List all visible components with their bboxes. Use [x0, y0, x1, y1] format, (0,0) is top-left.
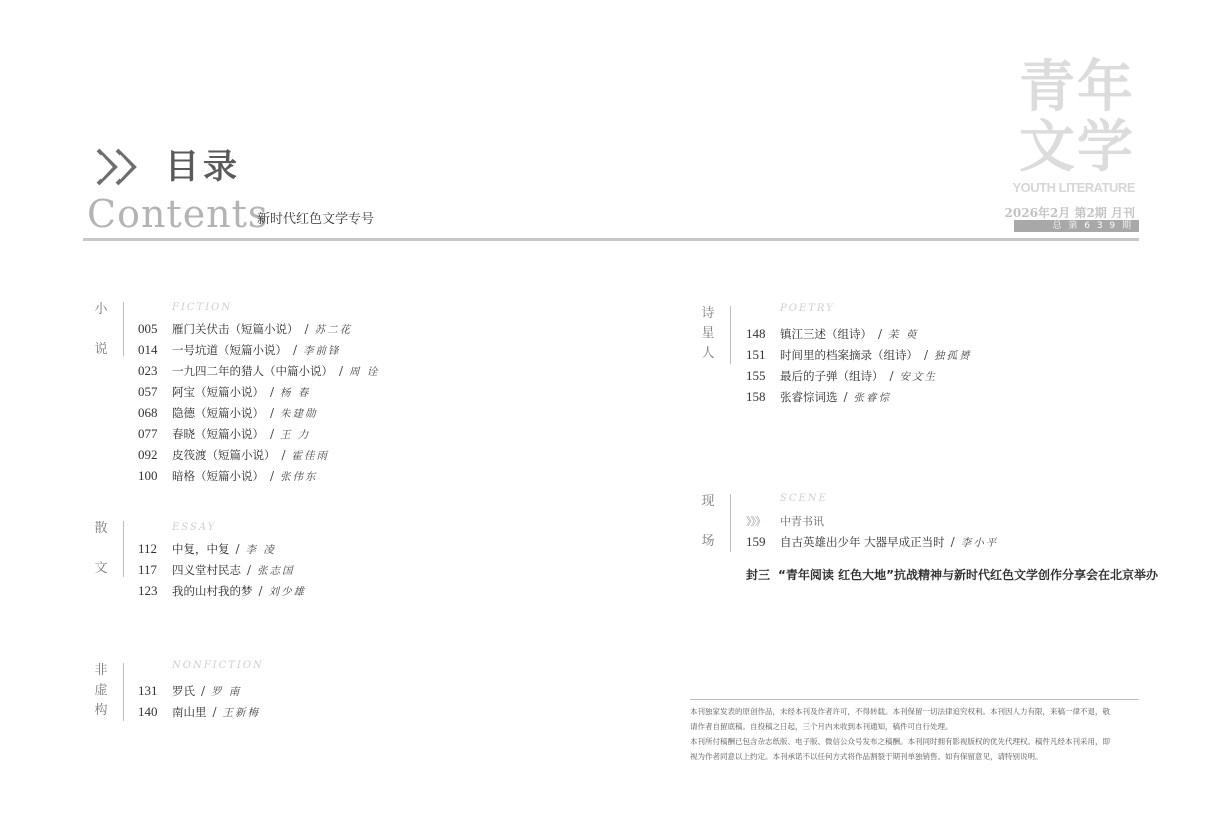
entry-author: 李 凌 [245, 544, 276, 556]
page-number: 092 [138, 447, 158, 462]
fiction-list [138, 319, 379, 487]
toc-entry[interactable]: 151 时间里的档案摘录（组诗） / 独孤赟 [746, 345, 972, 366]
toc-entry[interactable]: 155 最后的子弹（组诗） / 安文生 [746, 366, 972, 387]
toc-entry[interactable]: 077 春晓（短篇小说） / 王 力 [138, 424, 379, 445]
entry-author: 刘少雄 [268, 586, 307, 598]
entry-author: 苏二花 [314, 324, 353, 336]
entry-author: 张志国 [257, 565, 295, 577]
entry-author: 安文生 [899, 371, 938, 383]
page-number: 068 [138, 405, 158, 420]
entry-author: 王 力 [280, 429, 311, 441]
issue-date: 2026年2月 第2期 月刊 [1004, 206, 1135, 220]
notice-divider [690, 699, 1139, 700]
page-number: 158 [746, 389, 766, 404]
section-label-char: 散 [94, 521, 108, 536]
entry-title: 隐德（短篇小说） [172, 406, 264, 420]
page-title-english: Contents [87, 192, 269, 236]
section-label-nonfiction [93, 661, 109, 721]
entry-title: 四义堂村民志 [172, 563, 241, 577]
section-label-char: 现 [701, 494, 715, 509]
page-number: 148 [746, 326, 766, 341]
toc-entry[interactable]: 140 南山里 / 王新梅 [138, 702, 260, 723]
section-label-char: 构 [94, 703, 108, 718]
cover3-title: “青年阅读 红色大地”抗战精神与新时代红色文学创作分享会在北京举办 [778, 568, 1158, 582]
toc-entry[interactable]: 159 自古英雄出少年 大器早成正当时 / 李小平 [746, 532, 998, 553]
toc-entry[interactable]: 057 阿宝（短篇小说） / 杨 春 [138, 382, 379, 403]
total-issue-badge [1014, 220, 1139, 232]
page-number: 151 [746, 347, 766, 362]
toc-entry[interactable]: 148 镇江三述（组诗） / 苿 萸 [746, 324, 972, 345]
header-divider [83, 238, 1139, 241]
section-bar [123, 302, 124, 356]
double-chevron-right-icon [95, 147, 141, 187]
section-label-scene [700, 492, 716, 552]
entry-title: 张睿悰词选 [780, 390, 838, 404]
toc-entry[interactable]: 023 一九四二年的猎人（中篇小说） / 周 诠 [138, 361, 379, 382]
page-number: 140 [138, 704, 158, 719]
section-english-poetry: POETRY [780, 303, 835, 314]
page-number: 159 [746, 534, 766, 549]
page-number: 112 [138, 541, 158, 556]
total-issue-text: 总 第 6 3 9 期 [1052, 221, 1133, 231]
triple-chevron-icon: 》》》 [746, 515, 765, 528]
page-number: 100 [138, 468, 158, 483]
page-number: 014 [138, 342, 158, 357]
entry-author: 霍佳雨 [291, 450, 330, 462]
entry-author: 张睿悰 [853, 392, 892, 404]
entry-author: 杨 春 [280, 387, 311, 399]
toc-entry[interactable]: 117 四义堂村民志 / 张志国 [138, 560, 306, 581]
section-label-char: 人 [701, 346, 715, 361]
section-english-nonfiction: NONFICTION [172, 660, 264, 671]
section-english-fiction: FICTION [172, 302, 233, 313]
entry-title: 时间里的档案摘录（组诗） [780, 348, 918, 362]
scene-list [746, 532, 998, 553]
toc-entry[interactable]: 112 中复，中复 / 李 凌 [138, 539, 306, 560]
section-label-char: 场 [701, 534, 715, 549]
section-label-char: 虚 [94, 683, 108, 698]
toc-entry[interactable]: 100 暗格（短篇小说） / 张伟东 [138, 466, 379, 487]
entry-title: 一九四二年的猎人（中篇小说） [172, 364, 333, 378]
entry-title: 罗氏 [172, 684, 195, 698]
entry-title: 春晓（短篇小说） [172, 427, 264, 441]
entry-author: 周 诠 [349, 366, 380, 378]
entry-author: 李小平 [960, 537, 999, 549]
section-label-poetry [700, 304, 716, 364]
toc-entry[interactable]: 123 我的山村我的梦 / 刘少雄 [138, 581, 306, 602]
entry-title: 我的山村我的梦 [172, 584, 253, 598]
toc-entry[interactable]: 131 罗氏 / 罗 南 [138, 681, 260, 702]
notice-line: 请作者自留底稿。自投稿之日起，三个月内未收到本刊通知，稿件可自行处理。 [690, 722, 953, 731]
entry-author: 王新梅 [222, 707, 261, 719]
entry-title: 阿宝（短篇小说） [172, 385, 264, 399]
cover3-label: 封三 [746, 568, 771, 582]
news-label: 中青书讯 [780, 515, 824, 528]
section-bar [730, 306, 731, 364]
toc-entry[interactable]: 092 皮筏渡（短篇小说） / 霍佳雨 [138, 445, 379, 466]
poetry-list [746, 324, 972, 408]
essay-list [138, 539, 306, 602]
section-bar [123, 521, 124, 577]
page-number: 077 [138, 426, 158, 441]
section-label-char: 说 [94, 342, 108, 357]
section-bar [123, 663, 124, 721]
page-number: 057 [138, 384, 158, 399]
page-number: 131 [138, 683, 158, 698]
section-label-char: 小 [94, 302, 108, 317]
entry-author: 朱建勋 [280, 408, 318, 420]
page-title: 目录 [165, 147, 241, 187]
page-number: 123 [138, 583, 158, 598]
toc-entry[interactable]: 158 张睿悰词选 / 张睿悰 [746, 387, 972, 408]
notice-line: 本刊独家发表的原创作品，未经本刊及作者许可，不得转载。本刊保留一切法律追究权利。本刊因人力有限，来稿一律不退，敬 [690, 707, 1110, 716]
section-english-essay: ESSAY [172, 522, 217, 533]
page-number: 155 [746, 368, 766, 383]
notice-line: 视为作者同意以上约定。本刊承诺不以任何方式将作品割裂于期刊单独销售。如有保留意见，请特别说明。 [690, 752, 1043, 761]
nonfiction-list [138, 681, 260, 723]
magazine-logo-line1: 青年 [1019, 54, 1135, 120]
magazine-logo-english: YOUTH LITERATURE [1012, 180, 1135, 195]
issue-theme: 新时代红色文学专号 [257, 212, 375, 227]
page-number: 023 [138, 363, 158, 378]
section-label-char: 非 [94, 663, 108, 678]
page-number: 005 [138, 321, 158, 336]
entry-author: 张伟东 [280, 471, 318, 483]
entry-title: 最后的子弹（组诗） [780, 369, 884, 383]
entry-title: 自古英雄出少年 大器早成正当时 [780, 535, 945, 549]
cover3-entry[interactable] [746, 566, 1158, 583]
entry-title: 皮筏渡（短篇小说） [172, 448, 276, 462]
entry-title: 镇江三述（组诗） [780, 327, 872, 341]
entry-author: 苿 萸 [888, 329, 919, 341]
entry-title: 一号坑道（短篇小说） [172, 343, 287, 357]
section-bar [730, 494, 731, 552]
section-label-char: 星 [701, 326, 715, 341]
entry-title: 南山里 [172, 705, 207, 719]
toc-entry[interactable]: 068 隐德（短篇小说） / 朱建勋 [138, 403, 379, 424]
entry-author: 李前锋 [303, 345, 341, 357]
magazine-logo-line2: 文学 [1019, 114, 1135, 180]
section-label-essay [93, 519, 109, 579]
entry-title: 暗格（短篇小说） [172, 469, 264, 483]
page-number: 117 [138, 562, 158, 577]
news-heading [746, 513, 824, 531]
entry-author: 罗 南 [211, 686, 242, 698]
section-label-char: 诗 [701, 306, 715, 321]
toc-entry[interactable]: 014 一号坑道（短篇小说） / 李前锋 [138, 340, 379, 361]
entry-title: 中复，中复 [172, 542, 230, 556]
entry-author: 独孤赟 [934, 350, 972, 362]
notice-line: 本刊所付稿酬已包含杂志纸版、电子版、微信公众号发布之稿酬。本刊同时拥有影视版权的优先代理权。稿件凡经本刊采用，即 [690, 737, 1110, 746]
entry-title: 雁门关伏击（短篇小说） [172, 322, 299, 336]
section-english-scene: SCENE [780, 493, 828, 504]
toc-entry[interactable]: 005 雁门关伏击（短篇小说） / 苏二花 [138, 319, 379, 340]
section-label-char: 文 [94, 561, 108, 576]
section-label-fiction [93, 300, 109, 360]
